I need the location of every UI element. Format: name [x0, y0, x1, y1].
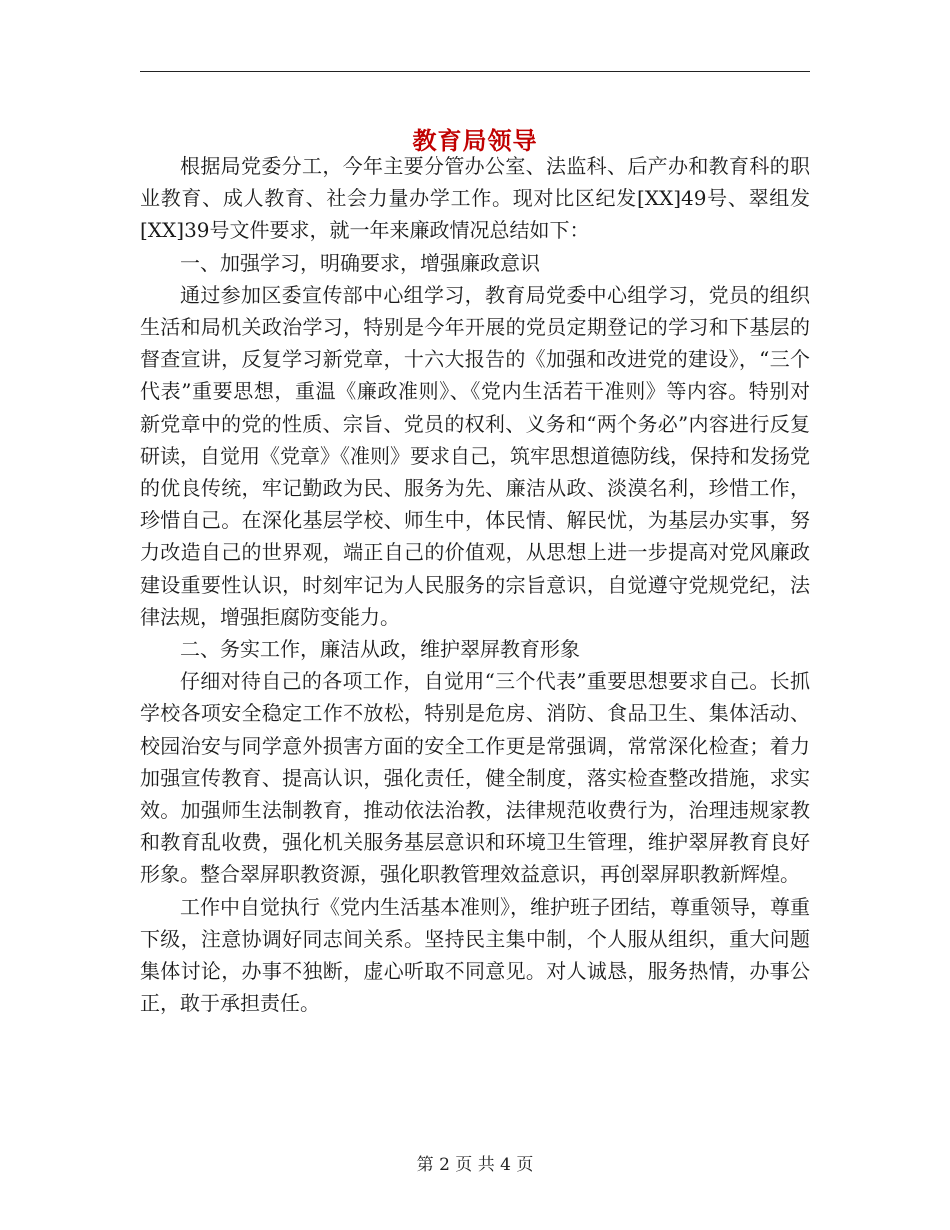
paragraph-conduct: 工作中自觉执行《党内生活基本准则》，维护班子团结，尊重领导，尊重下级，注意协调好同志间关系。坚持民主集中制，个人服从组织，重大问题集体讨论，办事不独断，虚心听取不同意见。对人诚恳，服务热情，办事公正，敢于承担责任。 [140, 894, 810, 1016]
header-rule [140, 71, 810, 72]
section-heading-1: 一、加强学习，明确要求，增强廉政意识 [180, 250, 540, 275]
page-title: 教育局领导 [412, 126, 538, 156]
page-number: 第 2 页 共 4 页 [416, 1155, 534, 1175]
document-body [140, 150, 810, 1019]
section-heading-2: 二、务实工作，廉洁从政，维护翠屏教育形象 [180, 637, 580, 662]
paragraph-intro: 根据局党委分工，今年主要分管办公室、法监科、后产办和教育科的职业教育、成人教育、社会力量办学工作。现对比区纪发[XX]49号、翠组发[XX]39号文件要求，就一年来廉政情况总结如下： [140, 154, 810, 243]
paragraph-study: 通过参加区委宣传部中心组学习，教育局党委中心组学习，党员的组织生活和局机关政治学习，特别是今年开展的党员定期登记的学习和下基层的督查宣讲，反复学习新党章，十六大报告的《加强和改进党的建设》，“三个代表”重要思想，重温《廉政准则》、《党内生活若干准则》等内容。特别对新党章中的党的性质、宗旨、党员的权利、义务和“两个务必”内容进行反复研读，自觉用《党章》《准则》要求自己，筑牢思想道德防线，保持和发扬党的优良传统，牢记勤政为民、服务为先、廉洁从政、淡漠名利，珍惜工作，珍惜自己。在深化基层学校、师生中，体民情、解民忧，为基层办实事，努力改造自己的世界观，端正自己的价值观，从思想上进一步提高对党风廉政建设重要性认识，时刻牢记为人民服务的宗旨意识，自觉遵守党规党纪，法律法规，增强拒腐防变能力。 [140, 282, 810, 629]
paragraph-work: 仔细对待自己的各项工作，自觉用“三个代表”重要思想要求自己。长抓学校各项安全稳定工作不放松，特别是危房、消防、食品卫生、集体活动、校园治安与同学意外损害方面的安全工作更是常强调，常常深化检查；着力加强宣传教育、提高认识，强化责任，健全制度，落实检查整改措施，求实效。加强师生法制教育，推动依法治教，法律规范收费行为，治理违规家教和教育乱收费，强化机关服务基层意识和环境卫生管理，维护翠屏教育良好形象。整合翠屏职教资源，强化职教管理效益意识，再创翠屏职教新辉煌。 [140, 669, 810, 887]
